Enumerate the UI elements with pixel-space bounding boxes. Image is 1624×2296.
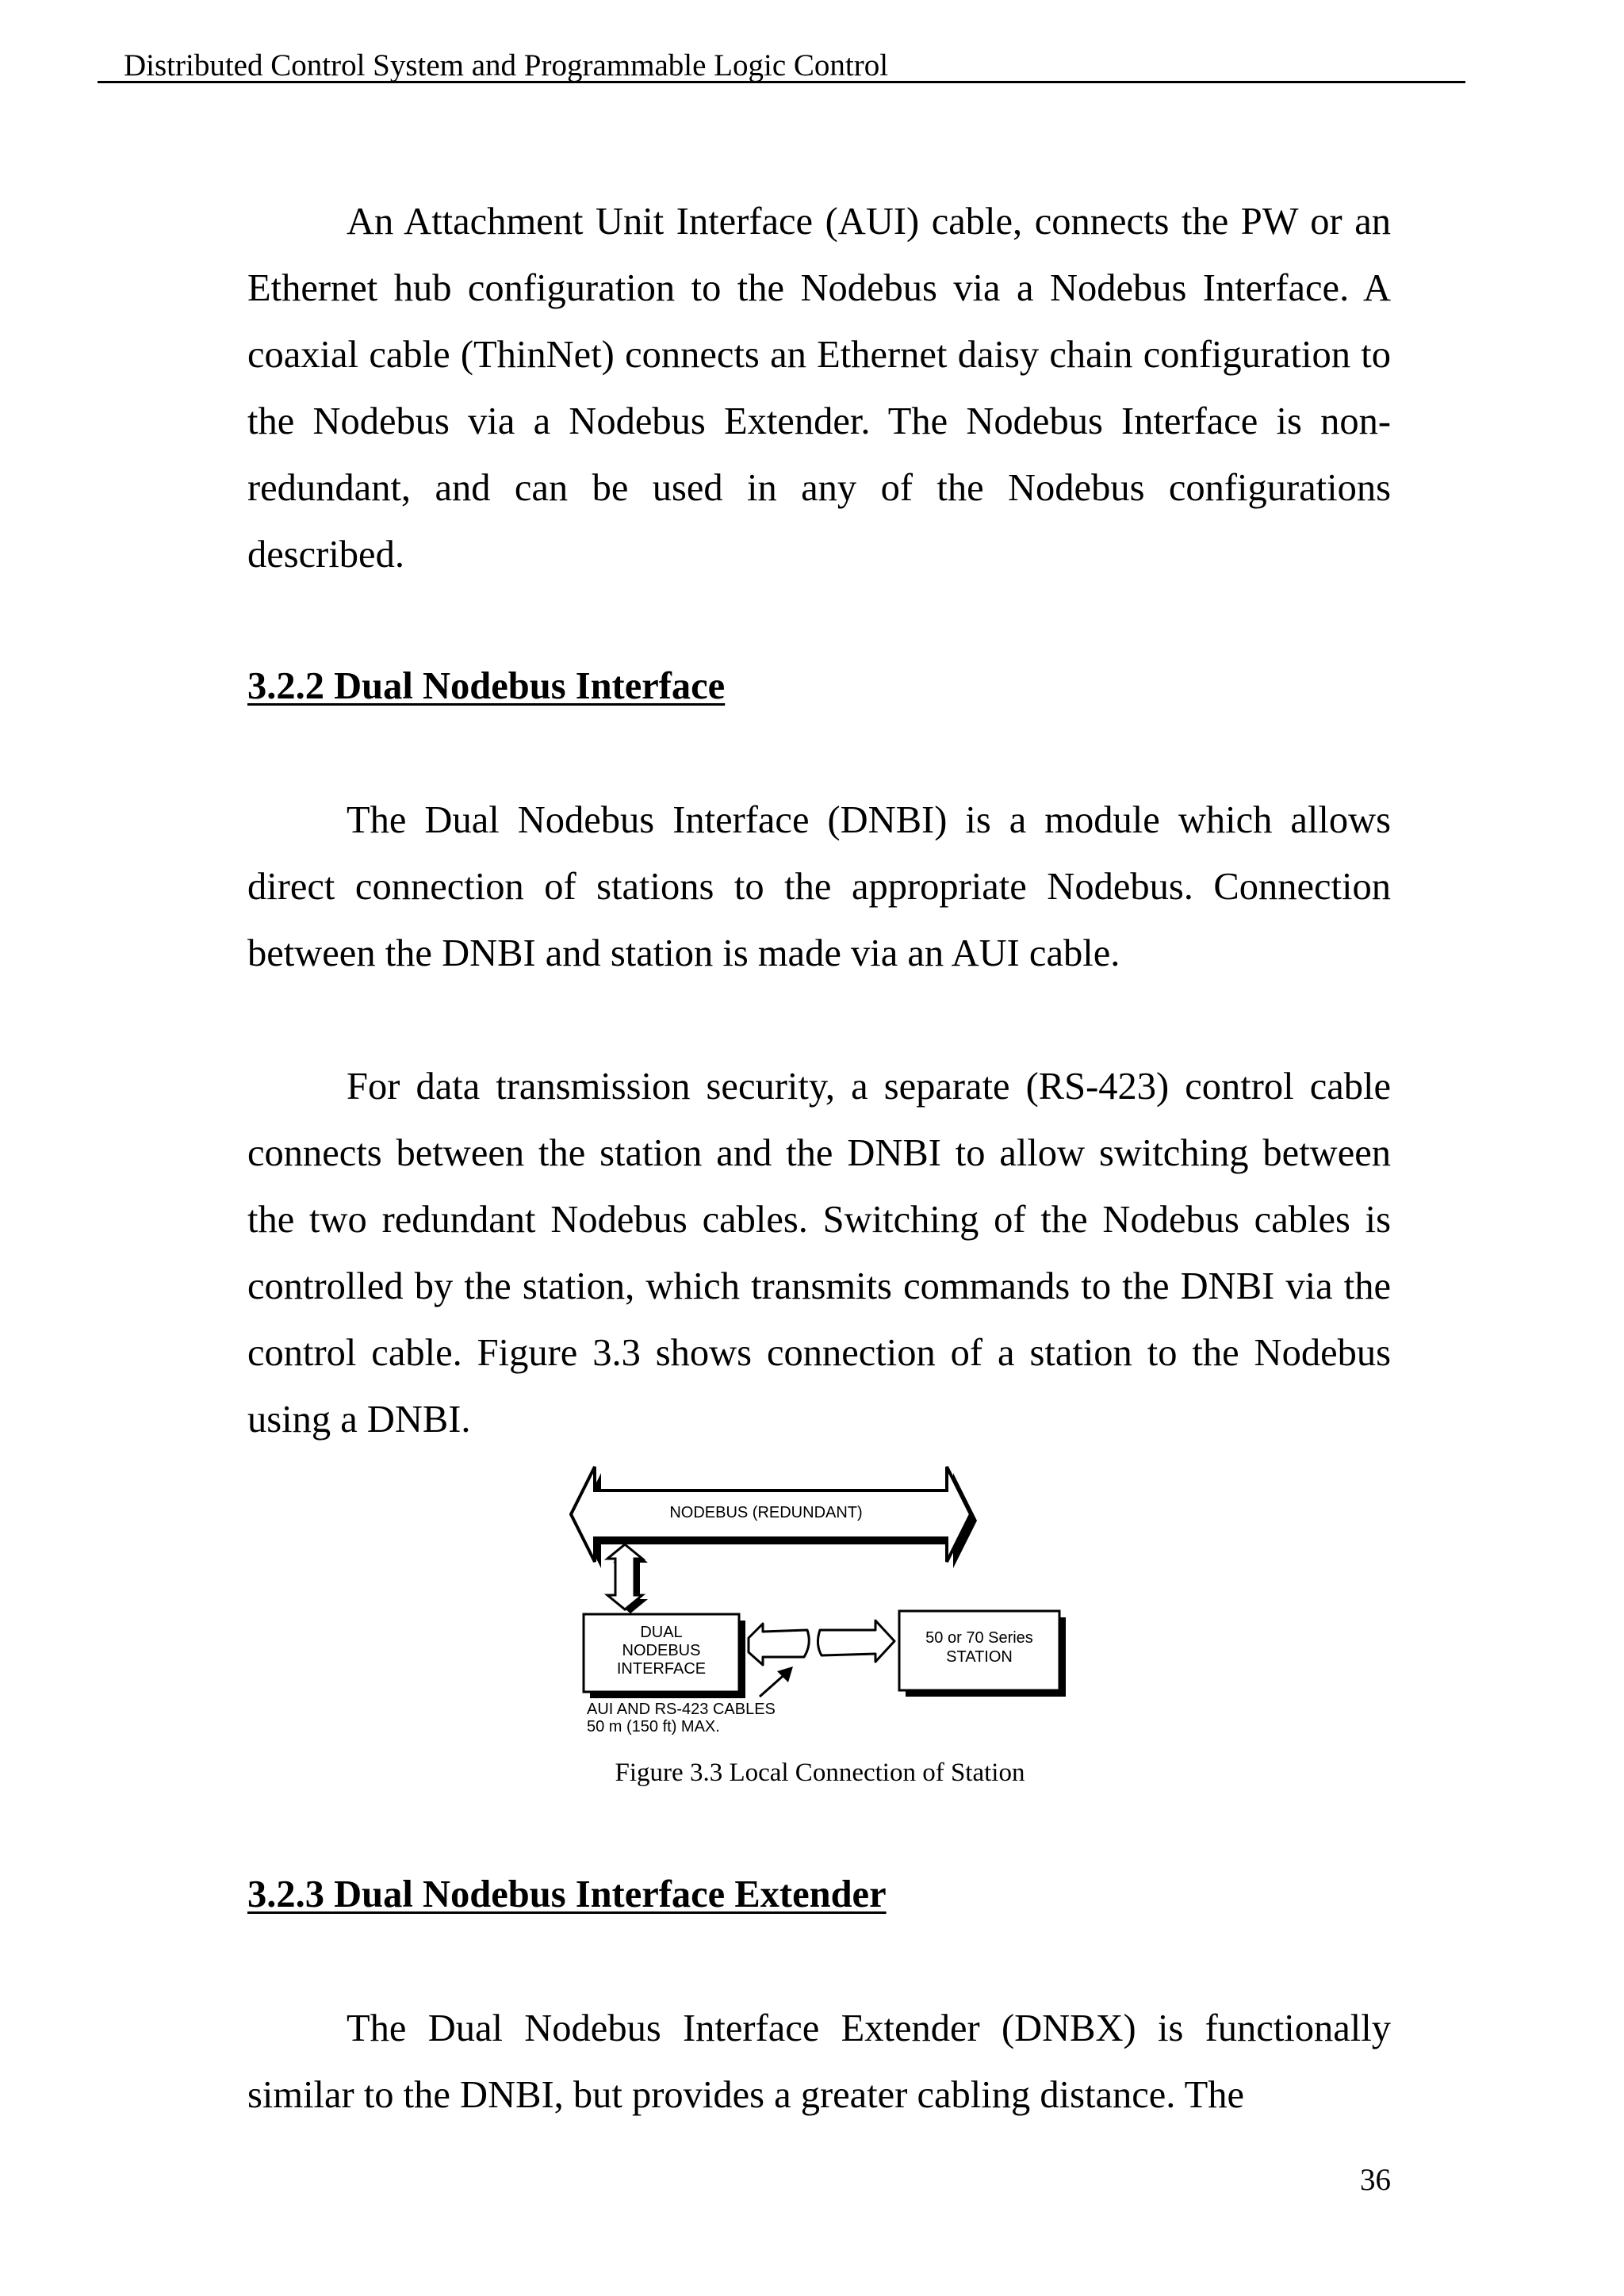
figure-local-connection	[569, 1457, 1071, 1747]
cable-arrow-left	[749, 1624, 809, 1665]
interface-line-1: DUAL	[640, 1624, 683, 1641]
cable-arrow-right	[818, 1621, 894, 1662]
paragraph-dnbi: The Dual Nodebus Interface (DNBI) is a module which allows direct connection of stations to the appropriate Nodebus. Connection between the DNBI and station is made via an AUI cable.	[247, 799, 1391, 974]
page-number: 36	[1360, 2163, 1391, 2197]
running-header: Distributed Control System and Programmable Logic Control	[124, 48, 889, 82]
paragraph-security: For data transmission security, a separate (RS-423) control cable connects between the station and the DNBI to allow switching between the two redundant Nodebus cables. Switching of the Nodebus cables is controlled by the station, which transmits commands to the DNBI via the control cable. Figure 3.3 shows connection of a station to the Nodebus using a DNBI.	[247, 1066, 1391, 1441]
header-rule	[98, 81, 1465, 83]
cable-note-line-2: 50 m (150 ft) MAX.	[587, 1718, 720, 1735]
interface-line-3: INTERFACE	[616, 1660, 707, 1678]
heading-dual-nodebus-interface-extender: 3.2.3 Dual Nodebus Interface Extender	[247, 1873, 887, 1915]
heading-dual-nodebus-interface: 3.2.2 Dual Nodebus Interface	[247, 665, 726, 707]
figure-caption: Figure 3.3 Local Connection of Station	[615, 1758, 1025, 1787]
interface-line-2: NODEBUS	[622, 1642, 701, 1659]
paragraph-dnbx: The Dual Nodebus Interface Extender (DNBX) is functionally similar to the DNBI, but provides a greater cabling distance. The	[247, 2007, 1391, 2116]
cable-note-line-1: AUI AND RS-423 CABLES	[587, 1701, 776, 1718]
station-line-1: 50 or 70 Series	[925, 1629, 1033, 1647]
nodebus-label: NODEBUS (REDUNDANT)	[669, 1504, 863, 1521]
paragraph-aui: An Attachment Unit Interface (AUI) cable, connects the PW or an Ethernet hub configuration to the Nodebus via a Nodebus Interface. A coaxial cable (ThinNet) connects an Ethernet daisy chain configuration to the Nodebus via a Nodebus Extender. The Nodebus Interface is non-redundant, and can be used in any of the Nodebus configurations described.	[247, 201, 1391, 576]
station-line-2: STATION	[946, 1648, 1013, 1666]
